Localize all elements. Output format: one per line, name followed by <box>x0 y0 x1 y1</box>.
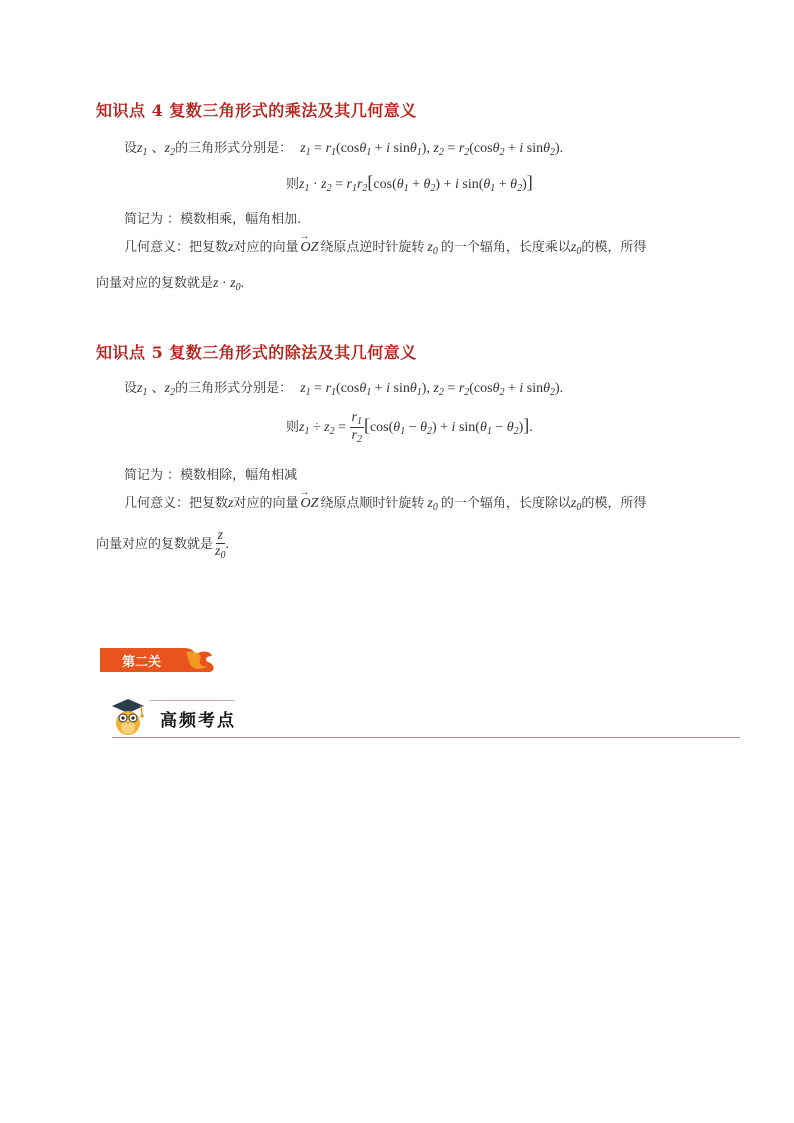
section-divider <box>112 737 740 738</box>
level-banner <box>100 644 218 676</box>
section4-result: 向量对应的复数就是$z \cdot z_0$. <box>96 276 245 293</box>
section4-summary: 简记为 ：模数相乘，幅角相加. <box>124 212 302 227</box>
owl-mascot-icon <box>108 697 148 737</box>
section4-heading: 知识点 4 复数三角形式的乘法及其几何意义 <box>96 101 417 120</box>
section4-product-formula: 则$z_1 \cdot z_2 = r_1r_2[\cos(\theta_1 + \theta_2) + i$ $\sin(\theta_1 + \theta_2)$] <box>286 172 533 194</box>
section-title: 高频考点 <box>160 711 236 731</box>
section5-result: 向量对应的复数就是 $\frac{z}{z_0}$ . <box>96 528 229 562</box>
section5-summary: 简记为 ：模数相除，幅角相减 <box>124 468 298 483</box>
section5-quotient-formula: 则$z_1 \div z_2$ = $\frac{r_1}{r_2}$ [$\cos(\theta_1 - \theta_2) + i$ $\sin(\theta_1 - \theta_2)$]. <box>286 410 533 445</box>
section5-intro: 设$z_1$ 、$z_2$的三角形式分别是： $z_1 = r_1(\cos\theta_1 + i$ sinθ$_1$), $z_2 = r_2(\cos\theta_2 + i$ sinθ$_2$). <box>124 381 564 398</box>
section4-geometric-meaning: 几何意义：把复数z对应的向量 OZ → 绕原点逆时针旋转 $z_0$ 的一个辐角，长度乘以$z_0$的模，所得 <box>124 231 647 257</box>
section4-intro: 设$z_1$ 、$z_2$的三角形式分别是： $z_1 = r_1(\cos\theta_1 + i$ sinθ$_1$), $z_2 = r_2(\cos\theta_2 + i$ sinθ$_2$). <box>124 141 564 158</box>
title-top-rule <box>150 700 234 701</box>
section5-heading: 知识点 5 复数三角形式的除法及其几何意义 <box>96 343 417 362</box>
level-banner-label: 第二关 <box>122 655 162 670</box>
section5-geometric-meaning: 几何意义：把复数z对应的向量 OZ → 绕原点顺时针旋转 $z_0$ 的一个辐角，长度除以$z_0$的模，所得 <box>124 487 647 513</box>
